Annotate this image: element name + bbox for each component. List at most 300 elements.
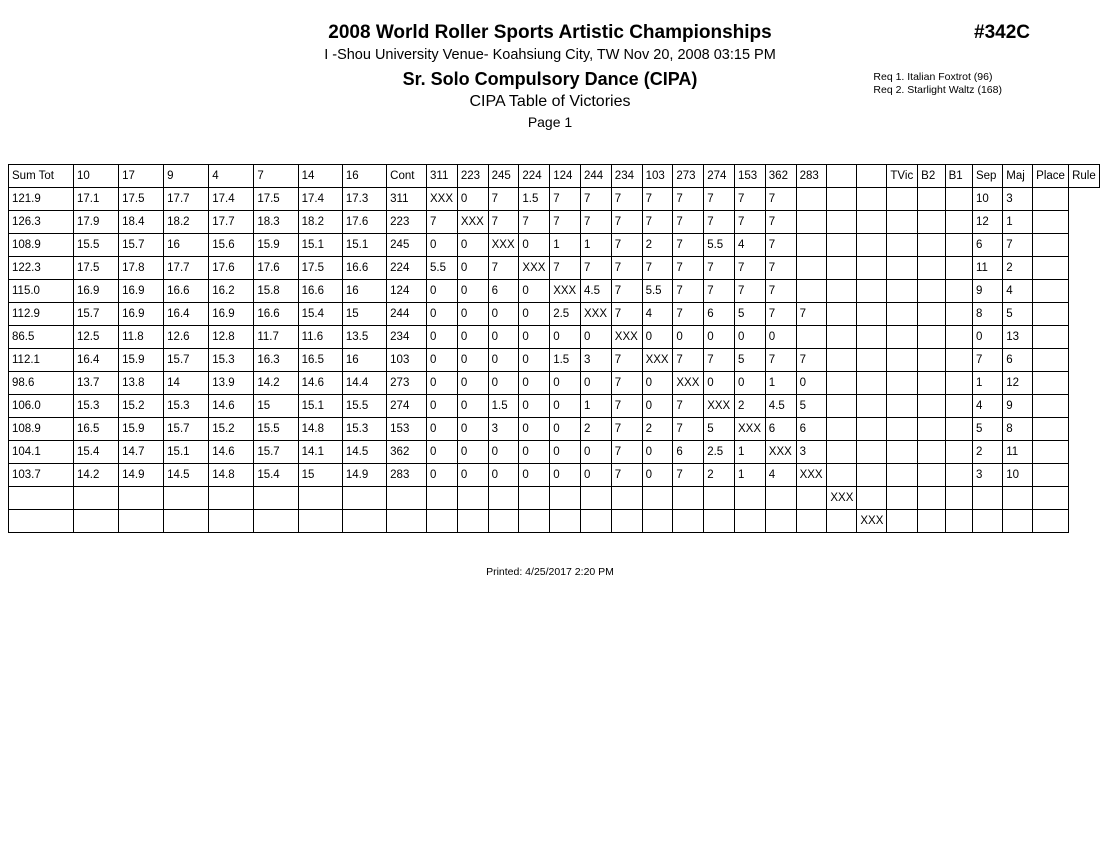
cell: 7 xyxy=(611,349,642,372)
cell: 14.2 xyxy=(254,372,298,395)
cell xyxy=(887,464,918,487)
cell: 15.3 xyxy=(74,395,119,418)
cell-majority: 8 xyxy=(1003,418,1033,441)
cell-sum-total: 112.1 xyxy=(9,349,74,372)
cell: 16 xyxy=(342,280,386,303)
cell xyxy=(827,234,857,257)
cell: 5 xyxy=(734,303,765,326)
cell: 14.8 xyxy=(298,418,342,441)
cell: 7 xyxy=(488,257,519,280)
table-row xyxy=(9,487,1100,510)
cell-majority: 5 xyxy=(1003,303,1033,326)
cell: 0 xyxy=(734,326,765,349)
cell xyxy=(972,510,1002,533)
cell: 0 xyxy=(457,326,488,349)
cell: 0 xyxy=(427,234,458,257)
col-header: 103 xyxy=(642,165,673,188)
cell: 2.5 xyxy=(550,303,581,326)
cell xyxy=(918,464,945,487)
cell: 5.5 xyxy=(427,257,458,280)
cell-majority: 12 xyxy=(1003,372,1033,395)
cell xyxy=(704,510,735,533)
cell xyxy=(827,280,857,303)
cell: 5 xyxy=(704,418,735,441)
cell xyxy=(765,487,796,510)
col-header: Sep xyxy=(972,165,1002,188)
cell xyxy=(254,487,298,510)
cell: 16.9 xyxy=(74,280,119,303)
requirement-1: Req 1. Italian Foxtrot (96) xyxy=(873,71,993,83)
cell: 14.9 xyxy=(342,464,386,487)
cell: 4 xyxy=(734,234,765,257)
cell xyxy=(857,326,887,349)
cell: XXX xyxy=(827,487,857,510)
cell: 0 xyxy=(457,280,488,303)
cell xyxy=(164,510,209,533)
col-header xyxy=(857,165,887,188)
cell-majority: 13 xyxy=(1003,326,1033,349)
cell-majority: 2 xyxy=(1003,257,1033,280)
col-header: Place xyxy=(1033,165,1069,188)
cell-sum-total xyxy=(9,487,74,510)
col-header: TVic xyxy=(887,165,918,188)
cell: 5.5 xyxy=(704,234,735,257)
cell xyxy=(488,487,519,510)
cell: 11.6 xyxy=(298,326,342,349)
cell: 14.2 xyxy=(74,464,119,487)
cell: 0 xyxy=(519,234,550,257)
cell: 7 xyxy=(581,188,612,211)
cell: 16.4 xyxy=(74,349,119,372)
cell: 15.7 xyxy=(164,349,209,372)
cell: 18.4 xyxy=(119,211,164,234)
cell: 14.4 xyxy=(342,372,386,395)
cell: 0 xyxy=(427,349,458,372)
cell: 1 xyxy=(550,234,581,257)
cell: 7 xyxy=(550,257,581,280)
cell xyxy=(857,395,887,418)
cell: 0 xyxy=(550,395,581,418)
cell xyxy=(342,510,386,533)
cell xyxy=(945,303,972,326)
cell: 5 xyxy=(972,418,1002,441)
cell: 0 xyxy=(734,372,765,395)
event-name: Sr. Solo Compulsory Dance (CIPA) xyxy=(402,69,698,89)
cell: 0 xyxy=(673,326,704,349)
cell: 0 xyxy=(427,418,458,441)
cell: 13.8 xyxy=(119,372,164,395)
cell-majority: 3 xyxy=(1003,188,1033,211)
cell: 17.7 xyxy=(164,257,209,280)
cell xyxy=(796,326,827,349)
cell xyxy=(611,510,642,533)
cell: 7 xyxy=(734,188,765,211)
cell: 15.4 xyxy=(254,464,298,487)
cell xyxy=(550,487,581,510)
cell: 12.5 xyxy=(74,326,119,349)
cell: 0 xyxy=(519,280,550,303)
table-row xyxy=(9,395,1100,418)
cell xyxy=(457,487,488,510)
cell xyxy=(918,188,945,211)
cell: 15.7 xyxy=(254,441,298,464)
cell: 0 xyxy=(457,372,488,395)
cell: 6 xyxy=(488,280,519,303)
cell xyxy=(918,510,945,533)
cell: 7 xyxy=(611,211,642,234)
cell: 16.6 xyxy=(298,280,342,303)
cell xyxy=(918,303,945,326)
cell: 14.7 xyxy=(119,441,164,464)
cell-contestant: 124 xyxy=(387,280,427,303)
col-header: 14 xyxy=(298,165,342,188)
cell: 7 xyxy=(704,349,735,372)
cell: 17.7 xyxy=(209,211,254,234)
cell xyxy=(918,211,945,234)
cell: 8 xyxy=(972,303,1002,326)
cell: 15.9 xyxy=(119,349,164,372)
col-header: 223 xyxy=(457,165,488,188)
cell-contestant: 153 xyxy=(387,418,427,441)
cell xyxy=(796,257,827,280)
cell xyxy=(827,418,857,441)
cell: XXX xyxy=(488,234,519,257)
cell-contestant: 244 xyxy=(387,303,427,326)
cell xyxy=(945,257,972,280)
table-body xyxy=(9,188,1100,533)
cell: 7 xyxy=(765,257,796,280)
cell: 17.6 xyxy=(254,257,298,280)
cell: 12 xyxy=(972,211,1002,234)
cell xyxy=(945,211,972,234)
cell xyxy=(611,487,642,510)
cell: 16.2 xyxy=(209,280,254,303)
cell: 7 xyxy=(734,257,765,280)
cell: XXX xyxy=(581,303,612,326)
venue-line: I -Shou University Venue- Koahsiung City, TW Nov 20, 2008 03:15 PM xyxy=(324,47,776,63)
cell xyxy=(74,487,119,510)
cell: 7 xyxy=(611,280,642,303)
cell: 0 xyxy=(457,234,488,257)
cell-place xyxy=(1033,257,1069,280)
cell: 7 xyxy=(611,303,642,326)
cell: 7 xyxy=(673,303,704,326)
cell-sum-total xyxy=(9,510,74,533)
cell: 0 xyxy=(488,303,519,326)
cell-contestant: 223 xyxy=(387,211,427,234)
cell: 7 xyxy=(704,211,735,234)
cell xyxy=(254,510,298,533)
cell xyxy=(673,487,704,510)
cell: 7 xyxy=(642,257,673,280)
cell xyxy=(918,441,945,464)
cell: 16.3 xyxy=(254,349,298,372)
cell-place xyxy=(1033,234,1069,257)
cell-majority xyxy=(1003,487,1033,510)
cell: 0 xyxy=(550,418,581,441)
cell: 11 xyxy=(972,257,1002,280)
cell: 7 xyxy=(611,464,642,487)
cell: 7 xyxy=(673,211,704,234)
cell: 17.5 xyxy=(298,257,342,280)
cell: 0 xyxy=(550,441,581,464)
cell: 7 xyxy=(765,303,796,326)
cell xyxy=(857,303,887,326)
cell xyxy=(704,487,735,510)
cell: 14.9 xyxy=(119,464,164,487)
cell xyxy=(945,510,972,533)
cell xyxy=(796,211,827,234)
cell: 6 xyxy=(765,418,796,441)
cell: 2 xyxy=(734,395,765,418)
cell xyxy=(945,280,972,303)
table-row xyxy=(9,326,1100,349)
cell: 7 xyxy=(765,188,796,211)
cell: 4.5 xyxy=(765,395,796,418)
cell: 0 xyxy=(488,326,519,349)
cell: 7 xyxy=(488,211,519,234)
cell xyxy=(550,510,581,533)
cell: 7 xyxy=(611,441,642,464)
cell: 1 xyxy=(581,234,612,257)
cell: 0 xyxy=(457,188,488,211)
cell: 0 xyxy=(427,280,458,303)
cell xyxy=(857,349,887,372)
cell xyxy=(796,487,827,510)
cell: 15.1 xyxy=(164,441,209,464)
cell xyxy=(918,326,945,349)
cell: 16.9 xyxy=(119,303,164,326)
cell-sum-total: 112.9 xyxy=(9,303,74,326)
col-header: Sum Tot xyxy=(9,165,74,188)
cell: 0 xyxy=(457,257,488,280)
cell xyxy=(427,510,458,533)
cell xyxy=(945,234,972,257)
cell: 0 xyxy=(427,395,458,418)
cell: 2 xyxy=(704,464,735,487)
cell-sum-total: 103.7 xyxy=(9,464,74,487)
cell-sum-total: 108.9 xyxy=(9,418,74,441)
cell xyxy=(827,257,857,280)
cell xyxy=(581,510,612,533)
cell-sum-total: 104.1 xyxy=(9,441,74,464)
cell xyxy=(827,372,857,395)
cell: XXX xyxy=(642,349,673,372)
cell: 7 xyxy=(550,211,581,234)
col-header: 17 xyxy=(119,165,164,188)
cell: 7 xyxy=(765,211,796,234)
cell: XXX xyxy=(457,211,488,234)
table-of-victories-wrap xyxy=(8,164,1100,533)
cell: 7 xyxy=(581,257,612,280)
cell: 0 xyxy=(550,372,581,395)
cell xyxy=(298,487,342,510)
table-row xyxy=(9,211,1100,234)
cell: XXX xyxy=(427,188,458,211)
cell: 7 xyxy=(673,395,704,418)
cell: 14 xyxy=(164,372,209,395)
cell-place xyxy=(1033,441,1069,464)
cell: 0 xyxy=(519,418,550,441)
cell xyxy=(887,188,918,211)
cell: 1.5 xyxy=(519,188,550,211)
cell-sum-total: 126.3 xyxy=(9,211,74,234)
table-row xyxy=(9,464,1100,487)
cell: 16.4 xyxy=(164,303,209,326)
cell: 17.6 xyxy=(209,257,254,280)
cell: 4.5 xyxy=(581,280,612,303)
cell: 16.9 xyxy=(209,303,254,326)
cell xyxy=(857,441,887,464)
cell xyxy=(765,510,796,533)
cell xyxy=(857,280,887,303)
cell: 2.5 xyxy=(704,441,735,464)
cell: 17.7 xyxy=(164,188,209,211)
cell xyxy=(918,257,945,280)
cell: 7 xyxy=(611,372,642,395)
cell xyxy=(887,211,918,234)
cell: 7 xyxy=(519,211,550,234)
cell: 3 xyxy=(972,464,1002,487)
cell: 0 xyxy=(427,441,458,464)
cell-contestant: 234 xyxy=(387,326,427,349)
cell: 7 xyxy=(611,234,642,257)
cell xyxy=(673,510,704,533)
cell: 7 xyxy=(673,280,704,303)
cell xyxy=(887,441,918,464)
cell: 7 xyxy=(765,280,796,303)
cell xyxy=(945,395,972,418)
cell-contestant: 103 xyxy=(387,349,427,372)
cell: 6 xyxy=(796,418,827,441)
cell: 15.3 xyxy=(209,349,254,372)
cell xyxy=(796,280,827,303)
cell: 0 xyxy=(457,349,488,372)
cell xyxy=(887,349,918,372)
cell: 15.4 xyxy=(74,441,119,464)
cell xyxy=(887,510,918,533)
cell: 7 xyxy=(673,234,704,257)
cell: XXX xyxy=(550,280,581,303)
cell: 14.5 xyxy=(164,464,209,487)
cell xyxy=(342,487,386,510)
cell: 0 xyxy=(581,441,612,464)
cell: 0 xyxy=(581,464,612,487)
cell: 0 xyxy=(550,464,581,487)
col-header: Cont xyxy=(387,165,427,188)
requirement-2: Req 2. Starlight Waltz (168) xyxy=(873,84,1002,96)
cell: 5 xyxy=(734,349,765,372)
cell: 15.2 xyxy=(119,395,164,418)
cell xyxy=(119,510,164,533)
cell: 1.5 xyxy=(550,349,581,372)
cell-place xyxy=(1033,395,1069,418)
cell-sum-total: 108.9 xyxy=(9,234,74,257)
cell xyxy=(827,188,857,211)
cell: 15.8 xyxy=(254,280,298,303)
cell: 4 xyxy=(765,464,796,487)
cell xyxy=(887,234,918,257)
cell: 17.5 xyxy=(254,188,298,211)
cell xyxy=(857,418,887,441)
cell-sum-total: 122.3 xyxy=(9,257,74,280)
cell: 15.5 xyxy=(342,395,386,418)
cell: 0 xyxy=(642,464,673,487)
cell: 17.4 xyxy=(209,188,254,211)
col-header: 245 xyxy=(488,165,519,188)
cell: 5.5 xyxy=(642,280,673,303)
cell: 12.8 xyxy=(209,326,254,349)
cell xyxy=(827,326,857,349)
cell-contestant: 283 xyxy=(387,464,427,487)
cell xyxy=(827,441,857,464)
requirements-block xyxy=(873,71,1002,97)
cell xyxy=(972,487,1002,510)
cell xyxy=(827,303,857,326)
cell: 0 xyxy=(581,326,612,349)
cell: 7 xyxy=(550,188,581,211)
col-header: Rule xyxy=(1069,165,1100,188)
cell xyxy=(857,257,887,280)
cell xyxy=(918,349,945,372)
cell-contestant xyxy=(387,487,427,510)
cell-place xyxy=(1033,188,1069,211)
cell: 1 xyxy=(734,441,765,464)
cell: 7 xyxy=(488,188,519,211)
cell: 15.1 xyxy=(298,234,342,257)
table-row xyxy=(9,349,1100,372)
cell: 0 xyxy=(457,441,488,464)
cell: 15.7 xyxy=(74,303,119,326)
cell: 15.5 xyxy=(254,418,298,441)
col-header: 274 xyxy=(704,165,735,188)
cell: XXX xyxy=(704,395,735,418)
cell xyxy=(945,464,972,487)
cell: 17.1 xyxy=(74,188,119,211)
table-row xyxy=(9,188,1100,211)
cell: 1 xyxy=(734,464,765,487)
cell: 0 xyxy=(427,303,458,326)
cell-place xyxy=(1033,510,1069,533)
cell: 7 xyxy=(765,349,796,372)
cell: 0 xyxy=(642,441,673,464)
cell: 7 xyxy=(704,188,735,211)
cell xyxy=(827,510,857,533)
cell: 7 xyxy=(734,280,765,303)
cell xyxy=(642,487,673,510)
cell-place xyxy=(1033,326,1069,349)
cell xyxy=(209,510,254,533)
cell: 15.3 xyxy=(164,395,209,418)
cell: 5 xyxy=(796,395,827,418)
cell: 14.6 xyxy=(209,441,254,464)
cell: 14.8 xyxy=(209,464,254,487)
cell: XXX xyxy=(857,510,887,533)
cell: 7 xyxy=(673,257,704,280)
col-header: 224 xyxy=(519,165,550,188)
header-row xyxy=(9,165,1100,188)
cell xyxy=(945,418,972,441)
report-subtitle: CIPA Table of Victories xyxy=(469,93,631,110)
cell: 18.2 xyxy=(164,211,209,234)
cell: 0 xyxy=(765,326,796,349)
cell: 17.5 xyxy=(119,188,164,211)
cell-contestant: 224 xyxy=(387,257,427,280)
col-header: 10 xyxy=(74,165,119,188)
cell: 6 xyxy=(673,441,704,464)
cell xyxy=(887,326,918,349)
cell: 0 xyxy=(457,303,488,326)
